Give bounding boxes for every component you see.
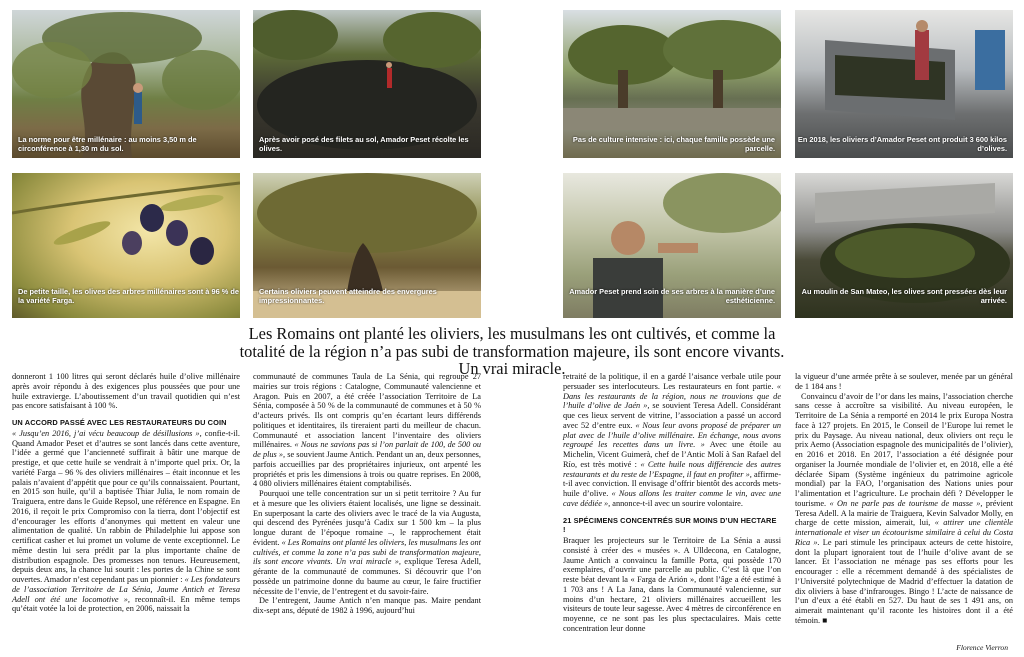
photo-ancient-olive-tree xyxy=(12,10,240,158)
photo-caption: Amador Peset prend soin de ses arbres à la manière d’une esthéticienne. xyxy=(569,287,775,305)
photo-caption: Certains oliviers peuvent atteindre des envergures impressionnantes. xyxy=(259,287,437,305)
photo-large-olive-tree xyxy=(253,173,481,318)
section-subheading: UN ACCORD PASSÉ AVEC LES RESTAURATEURS DU COIN xyxy=(12,418,227,427)
photo-amador-peset xyxy=(563,173,781,318)
article-column-4 xyxy=(795,372,1013,626)
photo-caption: La norme pour être millénaire : au moins 3,50 m de circonférence à 1,30 m du sol. xyxy=(18,135,197,153)
photo-caption: Au moulin de San Mateo, les olives sont pressées dès leur arrivée. xyxy=(801,287,1007,305)
pull-quote-headline: Les Romains ont planté les oliviers, les musulmans les ont cultivés, et comme la totalité de la région n’a pas subi de transformation majeure, ils sont encore vivants. Un vrai miracle. xyxy=(239,324,785,378)
article-column-1 xyxy=(12,372,240,614)
section-subheading: 21 SPÉCIMENS CONCENTRÉS SUR MOINS D’UN HECTARE ! xyxy=(563,515,777,535)
article-column-3 xyxy=(563,372,781,634)
photo-mill xyxy=(795,173,1013,318)
paragraph: retraité de la politique, il en a gardé l’aisance verbale utile pour persuader ses interlocuteurs. Les restaurateurs en font partie. « Dans les restaurants de la région, nous ne trouvions que de l’huile d’olive de Jaén », se souvient Teresa Adell. Considérant que ces lieux servent de vitrine, l’association a passé un accord avec 52 d’entre eux. « Nous leur avons proposé de préparer un plat avec de l’huile d’olive millénaire. En échange, nous avons regroupé les recettes dans un livre. » Avec une étoile au Michelin, Vicent Guimerà, chef de l’Antic Molí à San Rafael del Río, est très motivé : « Cette huile nous différencie des autres restaurants et du reste de l’Espagne, il faut en profiter », affirme-t-il avec conviction. Il envisage d’offrir bientôt des accords mets-huile d’olive. « Nous allons les traiter comme le vin, avec une cave dédiée », annonce-t-il avec un sourire volontaire. xyxy=(563,372,782,508)
photo-nets-harvest xyxy=(253,10,481,158)
paragraph: Pourquoi une telle concentration sur un si petit territoire ? Au fur et à mesure que les oliviers étaient localisés, une ligne se dessinait. En superposant la carte des oliviers avec le tracé de la via Augusta, qui descend des Pyrénées jusqu’à Cadix sur 1 500 km – la plus longue durant de l’époque romaine –, le rapprochement était évident. « Les Romains ont planté les oliviers, les musulmans les ont cultivés, et comme la zone n’a pas subi de transformation majeure, ils sont encore vivants. Un vrai miracle », explique Teresa Adell, gérante de la communauté de communes. Si découvrir que l’on possède un patrimoine donne du baume au cœur, le faire fructifier nécessite de l’envie, de l’entregent et du savoir-faire. xyxy=(253,489,481,596)
photo-terraces xyxy=(563,10,781,158)
paragraph: « Jusqu’en 2016, j’ai vécu beaucoup de désillusions », confie-t-il. Quand Amador Peset et d’autres se sont lancés dans cette aventure, l’idée a germé que l’ancienneté suffirait à bâtir une marque de prestige, et que cette huile se vendrait à n’importe quel prix. Or, la variété Farga – 96 % des oliviers millénaires – était inconnue et les palais n’avaient d’appétit que pour ce qu’ils connaissaient. Pourtant, en 2015 son huile, qu’il a baptisée Thiar Julia, le nom romain de Traiguera, entre dans le Guide Repsol, une référence en Espagne. En 2016, il reçoit le prix Compromiso con la tierra, dont l’objectif est d’encourager les efforts d’anonymes qui mettent en valeur une alimentation de qualité. Un rabbin de Philadelphie lui appose son certificat casher et lui promet un volume de vente exceptionnel. Le même destin lui sera prédit par la plus importante chaîne de distribution espagnole. Des promesses non tenues. Heureusement, depuis deux ans, la chance lui sourit : les portes de la Chine se sont ouvertes. Amador n’est cependant pas un pionnier : « Les fondateurs de l’association Territoire de La Sénia, Jaume Antich et Teresa Adell ont été une locomotive », reconnaît-il. En même temps qu’était votée la loi de protection, en 2006, naissait la xyxy=(12,428,241,614)
paragraph: communauté de communes Taula de La Sénia, qui regroupe 27 mairies sur trois régions : Catalogne, Communauté valencienne et Aragon. Puis en 2007, a été créée l’association Territoire de La Sénia, composée à 50 % de la communauté de communes et à 50 % d’acteurs privés. Ils ont compris qu’en écartant leurs différends politiques et identitaires, ils tireraient parti du meilleur de chacun. Communauté et association lancent l’inventaire des oliviers millénaires. « Nous ne savions pas si l’on parlait de 100, de 500 ou de plus », se souvient Jaume Antich. Pendant un an, deux personnes, parfois accueillies par des propriétaires injurieux, ont arpenté les propriétés et pris les dimensions à trois ou quatre reprises. En 2008, 4 080 oliviers millénaires étaient comptabilisés. xyxy=(253,372,481,489)
photo-caption: En 2018, les oliviers d’Amador Peset ont produit 3 600 kilos d’olives. xyxy=(797,135,1007,153)
paragraph: donneront 1 100 litres qui seront déclarés huile d’olive millénaire après avoir répondu à des exigences plus poussées que pour une huile extravierge. L’aboutissement d’un travail quotidien qui n’est pas encore satisfaisant à 100 %. xyxy=(12,372,240,411)
article-column-2 xyxy=(253,372,481,616)
paragraph: De l’entregent, Jaume Antich n’en manque pas. Maire pendant dix-sept ans, député de 1982 à 1996, aujourd’hui xyxy=(253,596,481,615)
paragraph: la vigueur d’une armée prête à se soulever, menée par un général de 1 184 ans ! xyxy=(795,372,1013,391)
paragraph: Braquer les projecteurs sur le Territoire de La Sénia a aussi consisté à créer des « musées ». A Ulldecona, en Catalogne, Jaume Antich a convaincu la famille Porta, qui possède 170 exemplaires, d’ouvrir une parcelle au public. C’est là que l’on reste béat devant la « Farga de Arión », dont l’âge a été estimé à 1 703 ans ! A La Jana, dans la Communauté valencienne, sur moins d’un hectare, 21 oliviers millénaires accueillent les visiteurs de toute leur sagesse. Avec 4 mètres de circonférence en moyenne, ce ne sont pas les plus spectaculaires. Mais cette concentration leur donne xyxy=(563,536,781,633)
photo-farga-olives xyxy=(12,173,240,318)
photo-trailer-olives xyxy=(795,10,1013,158)
photo-caption: De petite taille, les olives des arbres millénaires sont à 96 % de la variété Farga. xyxy=(18,287,239,305)
photo-caption: Après avoir posé des filets au sol, Amador Peset récolte les olives. xyxy=(259,135,469,153)
author-signature: Florence Vierron xyxy=(956,643,1008,652)
photo-caption: Pas de culture intensive : ici, chaque famille possède une parcelle. xyxy=(572,135,775,153)
paragraph: Convaincu d’avoir de l’or dans les mains, l’association cherche sans cesse à accroître sa visibilité. Au niveau européen, le Territoire de La Sénia a remporté en 2014 le prix Europa Nostra face à 127 projets. En 2015, le Conseil de l’Europe lui remet le prix du Paysage. Au niveau national, deux oliviers ont reçu le prix Aemo (Association espagnole des municipalités de l’olivier), en 2016 et 2018. En 2017, l’association a été désignée pour organiser la Journée mondiale de l’olivier et, en 2018, elle a été déclarée Sipam (Système ingénieux du patrimoine agricole mondial) par la FAO, l’organisation des Nations unies pour l’alimentation et l’agriculture. Le prochain défi ? Développer le tourisme. « On ne parle pas de tourisme de masse », prévient Teresa Adell. A la mairie de Traiguera, Kevin Salvador Molly, en charge de cette mission, aimerait, lui, « attirer une clientèle internationale et viser un écotourisme similaire à celui du Costa Rica ». Le pari stimule les principaux acteurs de cette histoire, dont la plupart ignoraient tout de l’huile d’olive avant de se lancer. Et l’association ne ménage pas ses efforts pour les encourager : elle a récemment demandé à des spécialistes de l’Université polytechnique de Madrid d’effectuer la datation de dix oliviers à base d’infrarouges. Bingo ! L’acte de naissance de l’un d’eux a été établi en 527. Du haut de ses 1 491 ans, on aimerait maintenant qu’il raconte les histoires dont il a été témoin. ■ xyxy=(795,391,1014,625)
